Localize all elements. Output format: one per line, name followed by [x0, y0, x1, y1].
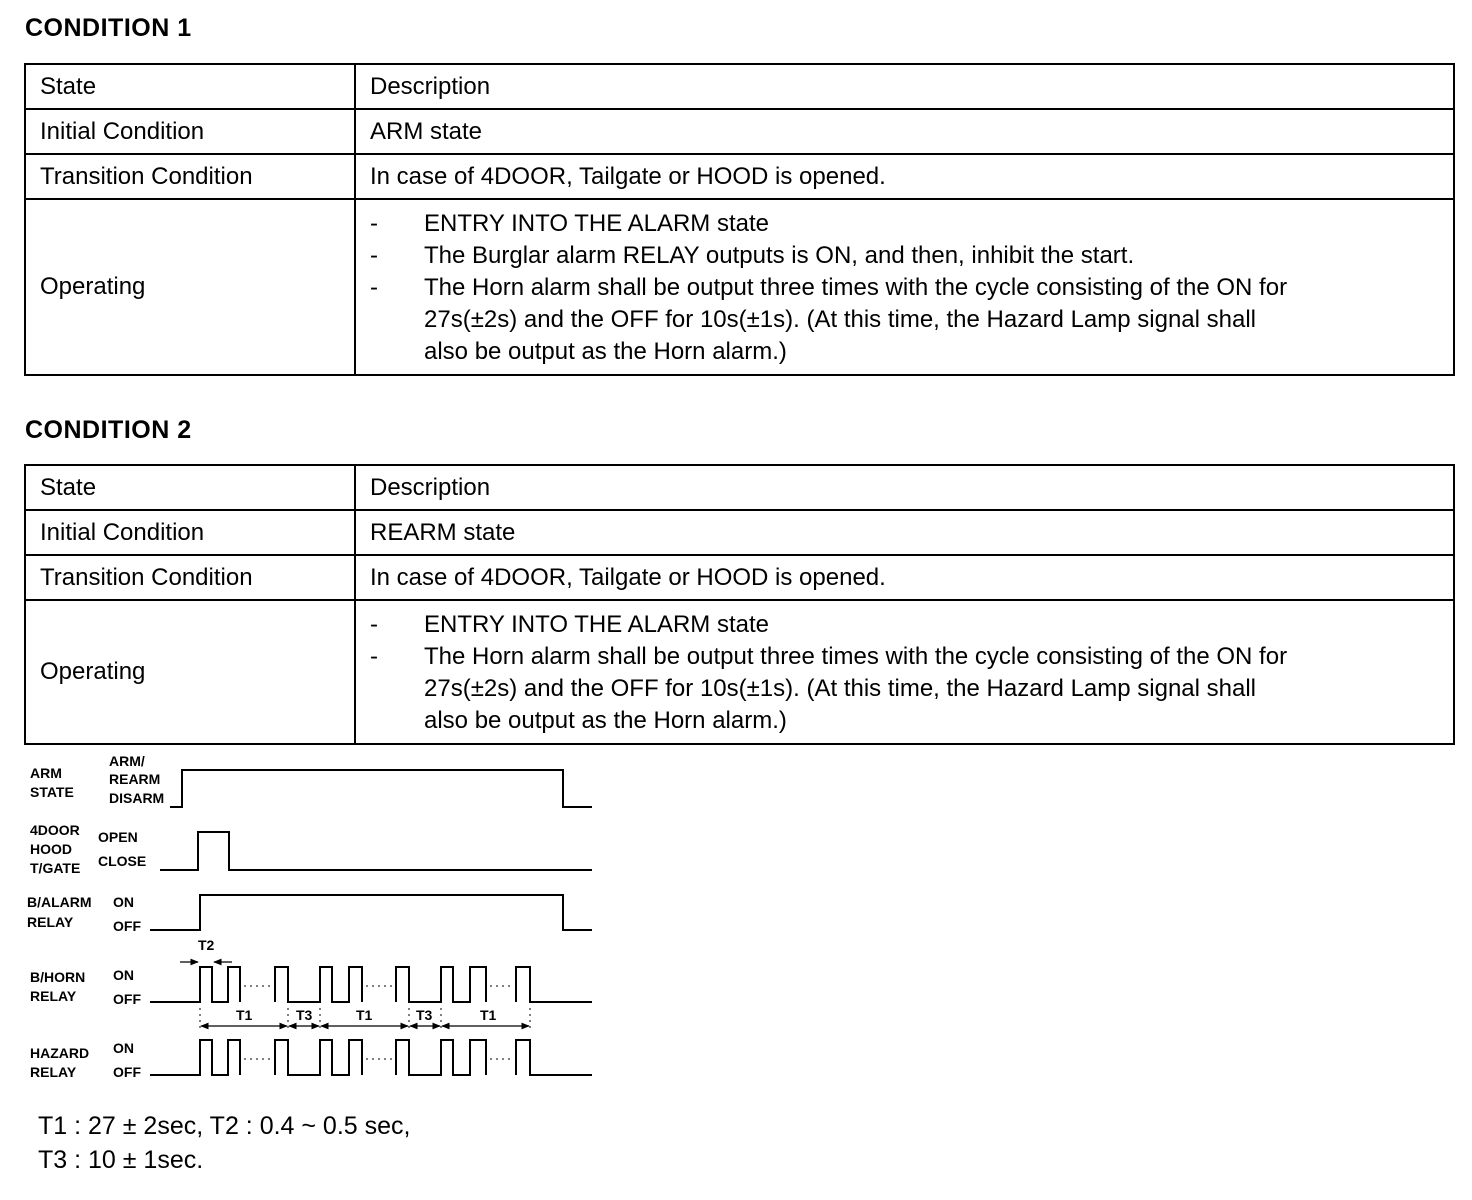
t2-label: T2	[198, 937, 215, 953]
transition-condition-value: In case of 4DOOR, Tailgate or HOOD is opened.	[355, 555, 1454, 600]
arm-level-arm: ARM/	[109, 753, 145, 769]
initial-condition-label: Initial Condition	[25, 109, 355, 154]
state-header: State	[25, 64, 355, 109]
condition-2-title: CONDITION 2	[25, 416, 192, 444]
transition-condition-label: Transition Condition	[25, 555, 355, 600]
timing-diagram	[0, 750, 620, 1090]
table-row	[25, 154, 1454, 199]
transition-condition-value: In case of 4DOOR, Tailgate or HOOD is opened.	[355, 154, 1454, 199]
balarm-level-on: ON	[113, 894, 134, 910]
table-row	[25, 510, 1454, 555]
hazard-level-off: OFF	[113, 1064, 141, 1080]
table-row	[25, 199, 1454, 375]
initial-condition-value: ARM state	[355, 109, 1454, 154]
list-item: - ENTRY INTO THE ALARM state	[370, 208, 1453, 240]
state-header: State	[25, 465, 355, 510]
door-name-2: HOOD	[30, 841, 72, 857]
arm-level-rearm: REARM	[109, 771, 161, 787]
door-name-1: 4DOOR	[30, 822, 80, 838]
table-header-row	[25, 64, 1454, 109]
door-level-open: OPEN	[98, 829, 138, 845]
table-row	[25, 555, 1454, 600]
hazard-level-on: ON	[113, 1040, 134, 1056]
operating-list	[370, 200, 1453, 374]
operating-label: Operating	[25, 199, 355, 375]
bhorn-level-on: ON	[113, 967, 134, 983]
bhorn-name-1: B/HORN	[30, 969, 86, 985]
table-header-row	[25, 465, 1454, 510]
balarm-waveform	[150, 895, 592, 930]
bhorn-waveform	[150, 967, 592, 1002]
balarm-level-off: OFF	[113, 918, 141, 934]
arm-state-waveform	[170, 770, 592, 807]
arm-state-name-2: STATE	[30, 784, 74, 800]
initial-condition-value: REARM state	[355, 510, 1454, 555]
t1-label-1: T1	[236, 1007, 253, 1023]
condition-1-title: CONDITION 1	[25, 14, 192, 42]
operating-label: Operating	[25, 600, 355, 744]
timing-legend-line-2: T3 : 10 ± 1sec.	[38, 1146, 204, 1174]
operating-list	[370, 601, 1453, 743]
door-level-close: CLOSE	[98, 853, 147, 869]
t1-label-3: T1	[480, 1007, 497, 1023]
list-item: - The Horn alarm shall be output three times with the cycle consisting of the ON for 27s(±2s) and the OFF for 10s(±1s). (At this time, the Hazard Lamp signal shall also be output as the Horn alarm.)	[370, 272, 1453, 368]
timing-legend-line-1: T1 : 27 ± 2sec, T2 : 0.4 ~ 0.5 sec,	[38, 1112, 411, 1140]
list-item: - ENTRY INTO THE ALARM state	[370, 609, 1453, 641]
transition-condition-label: Transition Condition	[25, 154, 355, 199]
condition-2-table	[24, 464, 1455, 745]
table-row	[25, 600, 1454, 744]
balarm-name-1: B/ALARM	[27, 894, 92, 910]
door-name-3: T/GATE	[30, 860, 81, 876]
condition-1-table	[24, 63, 1455, 376]
arm-state-name-1: ARM	[30, 765, 62, 781]
arm-level-disarm: DISARM	[109, 790, 165, 806]
initial-condition-label: Initial Condition	[25, 510, 355, 555]
hazard-name-1: HAZARD	[30, 1045, 90, 1061]
bhorn-name-2: RELAY	[30, 988, 77, 1004]
table-row	[25, 109, 1454, 154]
balarm-name-2: RELAY	[27, 914, 74, 930]
description-header: Description	[355, 64, 1454, 109]
bhorn-level-off: OFF	[113, 991, 141, 1007]
operating-description	[355, 199, 1454, 375]
t3-label-2: T3	[416, 1007, 433, 1023]
t3-label-1: T3	[296, 1007, 313, 1023]
list-item: - The Horn alarm shall be output three times with the cycle consisting of the ON for 27s(±2s) and the OFF for 10s(±1s). (At this time, the Hazard Lamp signal shall also be output as the Horn alarm.)	[370, 641, 1453, 737]
description-header: Description	[355, 465, 1454, 510]
list-item: - The Burglar alarm RELAY outputs is ON, and then, inhibit the start.	[370, 240, 1453, 272]
door-waveform	[160, 832, 592, 870]
operating-description	[355, 600, 1454, 744]
t1-label-2: T1	[356, 1007, 373, 1023]
hazard-waveform	[150, 1040, 592, 1075]
hazard-name-2: RELAY	[30, 1064, 77, 1080]
